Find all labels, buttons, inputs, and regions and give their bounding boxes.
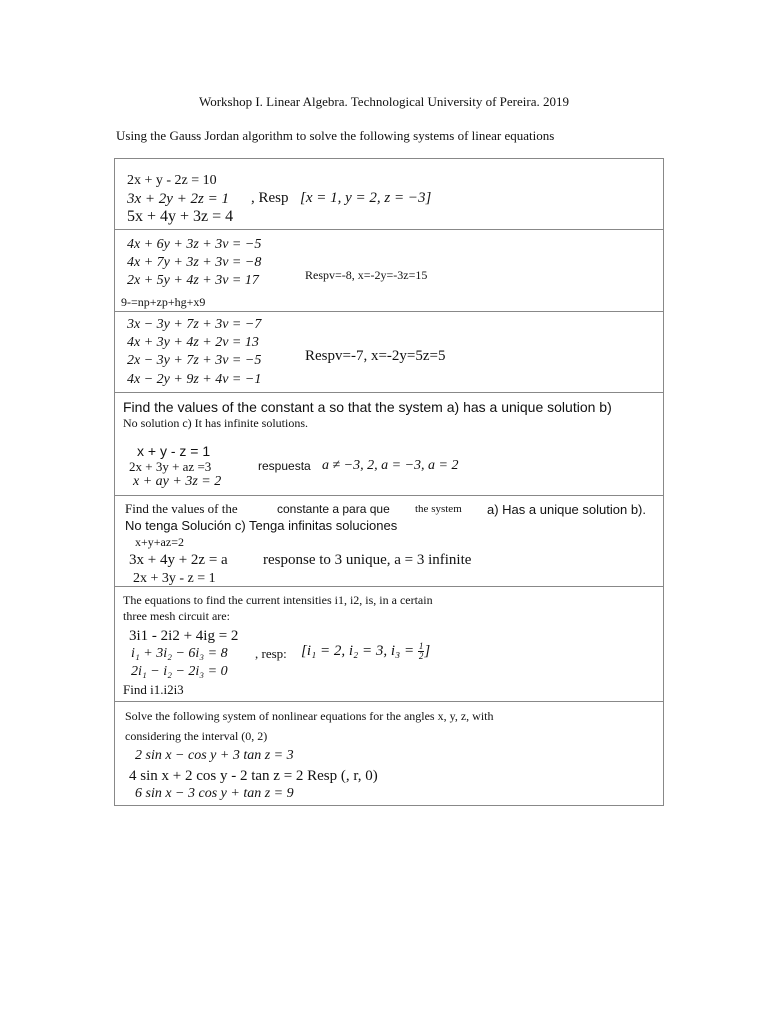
answer-text: [x = 1, y = 2, z = −3] — [300, 190, 432, 206]
equation-line: 2x + 3y + az =3 — [129, 459, 212, 474]
equation-line: 2x + 5y + 4z + 3v = 17 — [127, 273, 259, 288]
equation-line: x + y - z = 1 — [137, 443, 211, 459]
problems-table — [114, 158, 664, 806]
equation-line: x + ay + 3z = 2 — [133, 474, 222, 489]
equation-line: 4x − 2y + 9z + 4v = −1 — [127, 372, 262, 387]
problem-2 — [115, 230, 663, 312]
equation-line: 3i1 - 2i2 + 4ig = 2 — [129, 628, 239, 644]
problem-1 — [115, 159, 663, 230]
fraction-numerator: 1 — [418, 641, 424, 651]
equation-line: 9-=np+zp+hg+x9 — [121, 295, 206, 309]
intro-text: Using the Gauss Jordan algorithm to solve the following systems of linear equations — [116, 128, 555, 143]
equation-line: 5x + 4y + 3z = 4 — [127, 208, 234, 225]
equation-line: 6 sin x − 3 cos y + tan z = 9 — [135, 786, 294, 801]
problem-statement: a) Has a unique solution b). — [487, 502, 646, 517]
problem-6 — [115, 587, 663, 702]
equation-line: 3x + 4y + 2z = a — [129, 552, 228, 568]
problem-statement: constante a para que — [277, 502, 390, 516]
equation-line: 2i₁ − i₂ − 2i₃ = 0 — [131, 664, 228, 679]
problem-statement: The equations to find the current intensities i1, i2, is, in a certain — [123, 593, 433, 607]
problem-statement: No solution c) It has infinite solutions. — [123, 416, 308, 430]
problem-statement: three mesh circuit are: — [123, 609, 230, 623]
equation-line: 3x − 3y + 7z + 3v = −7 — [127, 317, 262, 332]
problem-5 — [115, 496, 663, 587]
answer-main: [i₁ = 2, i₂ = 3, i₃ = — [301, 642, 418, 659]
page-title: Workshop I. Linear Algebra. Technological University of Pereira. 2019 — [198, 94, 569, 109]
equation-line: 4x + 6y + 3z + 3v = −5 — [127, 237, 262, 252]
answer-label: respuesta — [258, 459, 311, 473]
problem-statement: the system — [415, 503, 462, 515]
answer-text — [301, 642, 430, 661]
answer-text: Respv=-7, x=-2y=5z=5 — [305, 348, 446, 364]
equation-line: 4 sin x + 2 cos y - 2 tan z = 2 Resp (, r, 0) — [129, 768, 378, 784]
equation-line: x+y+az=2 — [135, 535, 184, 549]
resp-label: , resp: — [255, 646, 287, 661]
problem-3 — [115, 312, 663, 393]
equation-line: 2x + 3y - z = 1 — [133, 571, 216, 586]
equation-line: 4x + 7y + 3z + 3v = −8 — [127, 255, 262, 270]
equation-line: 2x + y - 2z = 10 — [127, 173, 217, 188]
equation-line: 2 sin x − cos y + 3 tan z = 3 — [135, 748, 294, 763]
fraction-denominator: 2 — [418, 651, 424, 661]
problem-footer: Find i1.i2i3 — [123, 682, 184, 697]
equation-line: 2x − 3y + 7z + 3v = −5 — [127, 353, 262, 368]
problem-statement: Find the values of the — [125, 501, 238, 516]
answer-text: a ≠ −3, 2, a = −3, a = 2 — [322, 458, 459, 473]
problem-statement: considering the interval (0, 2) — [125, 729, 268, 743]
equation-line: i₁ + 3i₂ − 6i₃ = 8 — [131, 646, 228, 661]
problem-statement: Find the values of the constant a so that the system a) has a unique solution b) — [123, 399, 612, 415]
problem-4 — [115, 393, 663, 496]
equation-line: 3x + 2y + 2z = 1 — [127, 191, 230, 207]
problem-7 — [115, 702, 663, 805]
resp-label: , Resp — [251, 190, 289, 206]
answer-text: Respv=-8, x=-2y=-3z=15 — [305, 268, 428, 282]
answer-text: response to 3 unique, a = 3 infinite — [263, 552, 472, 568]
equation-line: 4x + 3y + 4z + 2v = 13 — [127, 335, 259, 350]
problem-statement: No tenga Solución c) Tenga infinitas soluciones — [125, 518, 398, 533]
problem-statement: Solve the following system of nonlinear equations for the angles x, y, z, with — [125, 709, 494, 723]
answer-close: ] — [424, 642, 431, 659]
